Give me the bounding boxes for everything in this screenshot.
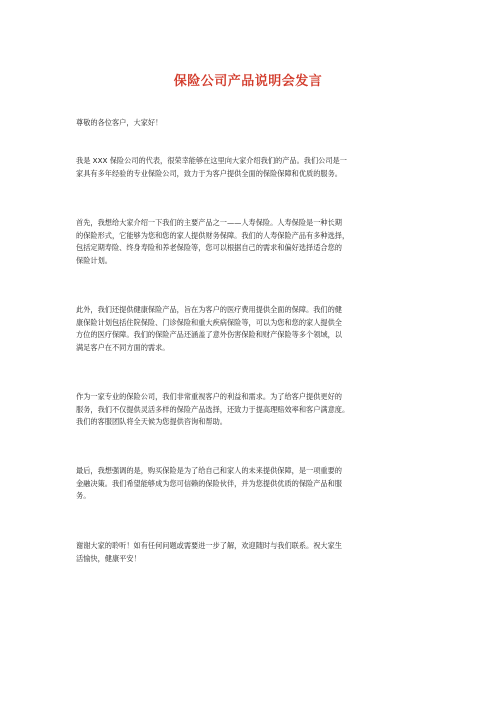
paragraph-intro [76,155,428,180]
paragraph-line: 家具有多年经验的专业保险公司，致力于为客户提供全面的保险保障和优质的服务。 [76,168,342,178]
paragraph-line: 最后，我想强调的是，购买保险是为了给自己和家人的未来提供保障，是一项重要的 [76,466,342,475]
paragraph-line: 此外，我们还提供健康保险产品，旨在为客户的医疗费用提供全面的保障。我们的健 [76,305,342,314]
paragraph-line: 活愉快，健康平安！ [76,553,141,563]
paragraph-line: 康保险计划包括住院保险、门诊保险和重大疾病保险等，可以为您和您的家人提供全 [76,317,342,327]
paragraph-line: 我们的客服团队将全天候为您提供咨询和帮助。 [76,417,227,427]
paragraph-customer-service [76,391,428,429]
paragraph-line: 保险计划。 [76,255,112,265]
paragraph-line: 的保险形式，它能够为您和您的家人提供财务保障。我们的人寿保险产品有多种选择， [76,230,350,240]
paragraph-line: 金融决策。我们希望能够成为您可信赖的保险伙伴，并为您提供优质的保险产品和服 [76,478,342,488]
paragraph-conclusion [76,465,428,503]
paragraph-line: 首先，我想给大家介绍一下我们的主要产品之一——人寿保险。人寿保险是一种长期 [76,218,342,227]
paragraph-line: 满足客户在不同方面的需求。 [76,342,170,352]
paragraph-line: 作为一家专业的保险公司，我们非常重视客户的利益和需求。为了给客户提供更好的 [76,392,342,401]
greeting-line: 尊敬的各位客户，大家好！ [76,118,163,127]
paragraph-closing [76,540,428,565]
paragraph-line: 包括定期寿险、终身寿险和养老保险等，您可以根据自己的需求和偏好选择适合您的 [76,243,342,253]
paragraph-line: 务。 [76,491,91,501]
paragraph-line: 我是 XXX 保险公司的代表，很荣幸能够在这里向大家介绍我们的产品。我们公司是一 [76,156,347,165]
paragraph-line: 谢谢大家的聆听！如有任何问题或需要进一步了解，欢迎随时与我们联系。祝大家生 [76,541,342,550]
document-title: 保险公司产品说明会发言 [173,74,323,89]
greeting [76,117,428,130]
paragraph-line: 方位的医疗保障。我们的保险产品还涵盖了意外伤害保险和财产保险等多个领域，以 [76,330,342,340]
paragraph-life-insurance [76,217,428,267]
paragraph-health-insurance [76,304,428,354]
paragraph-line: 服务，我们不仅提供灵活多样的保险产品选择，还致力于提高理赔效率和客户满意度。 [76,404,350,414]
